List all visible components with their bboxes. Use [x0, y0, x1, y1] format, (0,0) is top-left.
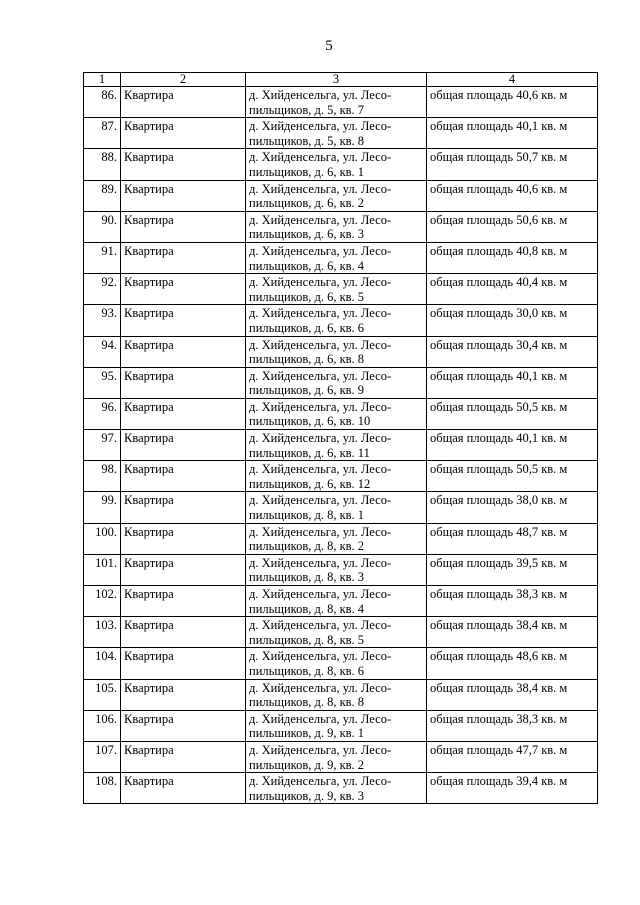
total-area: общая площадь 38,3 кв. м — [430, 587, 568, 601]
address-line-2: пильщиков, д. 6, кв. 11 — [249, 445, 370, 460]
total-area: общая площадь 39,5 кв. м — [430, 555, 568, 570]
table-row — [84, 149, 598, 180]
area-cell — [427, 118, 598, 149]
table-row — [84, 741, 598, 772]
address-line-1: д. Хийденсельга, ул. Лесо- — [249, 181, 392, 196]
property-type-cell — [121, 242, 246, 273]
area-cell — [427, 367, 598, 398]
address-cell — [246, 554, 427, 585]
address-line-2: пильщиков, д. 6, кв. 3 — [249, 227, 365, 242]
area-cell — [427, 741, 598, 772]
total-area: общая площадь 50,5 кв. м — [430, 399, 568, 414]
address-line-2: пильщиков, д. 6, кв. 2 — [249, 196, 365, 211]
total-area: общая площадь 40,8 кв. м — [430, 243, 568, 258]
address-cell — [246, 398, 427, 429]
row-number-cell — [84, 741, 121, 772]
area-cell — [427, 274, 598, 305]
row-number: 104. — [95, 649, 117, 664]
table-row — [84, 554, 598, 585]
address-line-2: пильщиков, д. 8, кв. 8 — [249, 695, 365, 710]
table-row — [84, 367, 598, 398]
address-cell — [246, 367, 427, 398]
address-line-2: пильщиков, д. 8, кв. 5 — [249, 632, 365, 647]
table-row — [84, 274, 598, 305]
address-line-1: д. Хийденсельга, ул. Лесо- — [249, 587, 392, 601]
address-line-1: д. Хийденсельга, ул. Лесо- — [249, 88, 392, 102]
property-type: Квартира — [124, 275, 174, 290]
row-number: 95. — [101, 368, 117, 383]
table-header-row — [84, 73, 598, 87]
total-area: общая площадь 39,4 кв. м — [430, 774, 568, 789]
area-cell — [427, 430, 598, 461]
address-cell — [246, 523, 427, 554]
area-cell — [427, 336, 598, 367]
table-row — [84, 648, 598, 679]
row-number: 97. — [101, 431, 117, 446]
page-number: 5 — [325, 38, 333, 54]
area-cell — [427, 492, 598, 523]
row-number-cell — [84, 118, 121, 149]
row-number: 88. — [101, 150, 117, 165]
address-line-1: д. Хийденсельга, ул. Лесо- — [249, 618, 392, 633]
property-type: Квартира — [124, 150, 174, 165]
property-type: Квартира — [124, 493, 174, 508]
area-cell — [427, 242, 598, 273]
address-line-1: д. Хийденсельга, ул. Лесо- — [249, 711, 392, 726]
area-cell — [427, 149, 598, 180]
total-area: общая площадь 47,7 кв. м — [430, 742, 568, 757]
row-number-cell — [84, 679, 121, 710]
address-line-1: д. Хийденсельга, ул. Лесо- — [249, 680, 392, 695]
property-type-cell — [121, 586, 246, 617]
property-type: Квартира — [124, 181, 174, 196]
property-type-cell — [121, 773, 246, 804]
row-number: 86. — [101, 88, 117, 102]
property-type-cell — [121, 523, 246, 554]
property-type: Квартира — [124, 555, 174, 570]
property-type: Квартира — [124, 243, 174, 258]
row-number-cell — [84, 523, 121, 554]
property-type: Квартира — [124, 774, 174, 789]
row-number: 92. — [101, 275, 117, 290]
property-type: Квартира — [124, 119, 174, 134]
address-line-1: д. Хийденсельга, ул. Лесо- — [249, 555, 392, 570]
total-area: общая площадь 48,6 кв. м — [430, 649, 568, 664]
total-area: общая площадь 38,4 кв. м — [430, 618, 568, 633]
total-area: общая площадь 30,4 кв. м — [430, 337, 568, 352]
address-line-2: пильщиков, д. 6, кв. 10 — [249, 414, 371, 429]
row-number: 105. — [95, 680, 117, 695]
row-number: 99. — [101, 493, 117, 508]
area-cell — [427, 180, 598, 211]
row-number: 106. — [95, 711, 117, 726]
address-line-2: пильщиков, д. 6, кв. 1 — [249, 164, 365, 179]
property-type: Квартира — [124, 306, 174, 321]
property-type-cell — [121, 461, 246, 492]
area-cell — [427, 305, 598, 336]
row-number-cell — [84, 710, 121, 741]
area-cell — [427, 461, 598, 492]
row-number-cell — [84, 461, 121, 492]
property-type-cell — [121, 305, 246, 336]
address-cell — [246, 118, 427, 149]
property-type-cell — [121, 554, 246, 585]
table-row — [84, 617, 598, 648]
address-cell — [246, 617, 427, 648]
table-row — [84, 492, 598, 523]
property-type: Квартира — [124, 212, 174, 227]
property-type-cell — [121, 398, 246, 429]
address-line-1: д. Хийденсельга, ул. Лесо- — [249, 431, 392, 446]
column-header-2: 2 — [121, 73, 246, 87]
column-header-3: 3 — [246, 73, 427, 87]
row-number-cell — [84, 648, 121, 679]
total-area: общая площадь 48,7 кв. м — [430, 524, 568, 539]
address-line-1: д. Хийденсельга, ул. Лесо- — [249, 493, 392, 508]
property-type: Квартира — [124, 711, 174, 726]
address-line-1: д. Хийденсельга, ул. Лесо- — [249, 306, 392, 321]
address-cell — [246, 773, 427, 804]
table-row — [84, 586, 598, 617]
address-line-2: пильщиков, д. 5, кв. 8 — [249, 133, 365, 148]
area-cell — [427, 554, 598, 585]
address-line-2: пильщиков, д. 8, кв. 2 — [249, 539, 365, 554]
area-cell — [427, 773, 598, 804]
property-type-cell — [121, 367, 246, 398]
row-number: 108. — [95, 774, 117, 789]
total-area: общая площадь 50,7 кв. м — [430, 150, 568, 165]
row-number-cell — [84, 586, 121, 617]
row-number-cell — [84, 242, 121, 273]
address-cell — [246, 211, 427, 242]
table-row — [84, 305, 598, 336]
property-type-cell — [121, 648, 246, 679]
property-type-cell — [121, 741, 246, 772]
total-area: общая площадь 40,6 кв. м — [430, 181, 568, 196]
area-cell — [427, 211, 598, 242]
row-number: 98. — [101, 462, 117, 477]
total-area: общая площадь 38,3 кв. м — [430, 711, 568, 726]
row-number: 96. — [101, 399, 117, 414]
table-row — [84, 180, 598, 211]
row-number-cell — [84, 367, 121, 398]
address-line-1: д. Хийденсельга, ул. Лесо- — [249, 742, 392, 757]
table-row — [84, 211, 598, 242]
table-row — [84, 461, 598, 492]
address-cell — [246, 274, 427, 305]
row-number: 103. — [95, 618, 117, 633]
row-number: 87. — [101, 119, 117, 134]
property-type: Квартира — [124, 524, 174, 539]
row-number: 101. — [95, 555, 117, 570]
table-row — [84, 679, 598, 710]
address-cell — [246, 180, 427, 211]
row-number-cell — [84, 305, 121, 336]
table-row — [84, 430, 598, 461]
table-row — [84, 773, 598, 804]
property-type-cell — [121, 710, 246, 741]
property-type-cell — [121, 679, 246, 710]
address-line-1: д. Хийденсельга, ул. Лесо- — [249, 275, 392, 290]
address-cell — [246, 242, 427, 273]
property-type-cell — [121, 118, 246, 149]
total-area: общая площадь 50,5 кв. м — [430, 462, 568, 477]
row-number: 90. — [101, 212, 117, 227]
address-line-1: д. Хийденсельга, ул. Лесо- — [249, 212, 392, 227]
property-type-cell — [121, 430, 246, 461]
table-row — [84, 118, 598, 149]
row-number-cell — [84, 398, 121, 429]
address-line-1: д. Хийденсельга, ул. Лесо- — [249, 462, 392, 477]
address-line-1: д. Хийденсельга, ул. Лесо- — [249, 337, 392, 352]
address-line-1: д. Хийденсельга, ул. Лесо- — [249, 368, 392, 383]
address-line-2: пильщиков, д. 8, кв. 3 — [249, 570, 365, 585]
address-cell — [246, 87, 427, 118]
property-type-cell — [121, 87, 246, 118]
row-number-cell — [84, 554, 121, 585]
address-cell — [246, 461, 427, 492]
property-type-cell — [121, 492, 246, 523]
address-line-2: пильщиков, д. 8, кв. 6 — [249, 663, 365, 678]
table-row — [84, 242, 598, 273]
total-area: общая площадь 40,6 кв. м — [430, 88, 568, 102]
table-row — [84, 87, 598, 118]
property-type: Квартира — [124, 368, 174, 383]
row-number: 100. — [95, 524, 117, 539]
address-line-1: д. Хийденсельга, ул. Лесо- — [249, 524, 392, 539]
address-line-2: пильщиков, д. 8, кв. 1 — [249, 508, 365, 523]
area-cell — [427, 87, 598, 118]
row-number: 89. — [101, 181, 117, 196]
area-cell — [427, 586, 598, 617]
address-line-2: пильщиков, д. 6, кв. 6 — [249, 320, 365, 335]
address-line-2: пильщиков, д. 6, кв. 5 — [249, 289, 365, 304]
row-number-cell — [84, 336, 121, 367]
row-number-cell — [84, 180, 121, 211]
property-table — [83, 72, 598, 804]
column-header-1: 1 — [84, 73, 121, 87]
column-header-4: 4 — [427, 73, 598, 87]
property-type: Квартира — [124, 337, 174, 352]
row-number-cell — [84, 492, 121, 523]
total-area: общая площадь 40,4 кв. м — [430, 275, 568, 290]
address-line-1: д. Хийденсельга, ул. Лесо- — [249, 119, 392, 134]
table-row — [84, 710, 598, 741]
row-number: 91. — [101, 243, 117, 258]
address-cell — [246, 741, 427, 772]
total-area: общая площадь 30,0 кв. м — [430, 306, 568, 321]
row-number-cell — [84, 87, 121, 118]
row-number-cell — [84, 773, 121, 804]
address-cell — [246, 336, 427, 367]
address-cell — [246, 586, 427, 617]
address-line-1: д. Хийденсельга, ул. Лесо- — [249, 649, 392, 664]
address-cell — [246, 149, 427, 180]
property-type: Квартира — [124, 680, 174, 695]
row-number-cell — [84, 274, 121, 305]
property-type-cell — [121, 180, 246, 211]
address-line-2: пильщиков, д. 6, кв. 12 — [249, 476, 371, 491]
address-line-1: д. Хийденсельга, ул. Лесо- — [249, 243, 392, 258]
address-cell — [246, 430, 427, 461]
area-cell — [427, 398, 598, 429]
property-type-cell — [121, 274, 246, 305]
address-line-2: пильшиков, д. 9, кв. 1 — [249, 726, 365, 741]
property-type: Квартира — [124, 618, 174, 633]
address-line-2: пильщиков, д. 6, кв. 9 — [249, 383, 365, 398]
row-number-cell — [84, 430, 121, 461]
table-row — [84, 523, 598, 554]
area-cell — [427, 710, 598, 741]
table-row — [84, 398, 598, 429]
row-number-cell — [84, 149, 121, 180]
address-line-1: д. Хийденсельга, ул. Лесо- — [249, 774, 392, 789]
total-area: общая площадь 40,1 кв. м — [430, 368, 568, 383]
total-area: общая площадь 40,1 кв. м — [430, 431, 568, 446]
address-line-2: пильщиков, д. 5, кв. 7 — [249, 102, 365, 117]
property-type: Квартира — [124, 649, 174, 664]
property-type: Квартира — [124, 587, 174, 601]
property-type: Квартира — [124, 399, 174, 414]
address-cell — [246, 492, 427, 523]
area-cell — [427, 617, 598, 648]
area-cell — [427, 523, 598, 554]
area-cell — [427, 648, 598, 679]
row-number: 102. — [95, 587, 117, 601]
address-line-2: пильщиков, д. 6, кв. 4 — [249, 258, 365, 273]
property-type: Квартира — [124, 742, 174, 757]
address-cell — [246, 710, 427, 741]
total-area: общая площадь 40,1 кв. м — [430, 119, 568, 134]
property-type-cell — [121, 336, 246, 367]
address-cell — [246, 648, 427, 679]
row-number-cell — [84, 617, 121, 648]
address-line-2: пильщиков, д. 6, кв. 8 — [249, 352, 365, 367]
row-number: 93. — [101, 306, 117, 321]
area-cell — [427, 679, 598, 710]
property-type-cell — [121, 211, 246, 242]
total-area: общая площадь 50,6 кв. м — [430, 212, 568, 227]
address-line-2: пильщиков, д. 8, кв. 4 — [249, 601, 365, 616]
total-area: общая площадь 38,4 кв. м — [430, 680, 568, 695]
row-number: 94. — [101, 337, 117, 352]
address-line-2: пильщиков, д. 9, кв. 2 — [249, 757, 365, 772]
property-type: Квартира — [124, 88, 174, 102]
property-type-cell — [121, 617, 246, 648]
total-area: общая площадь 38,0 кв. м — [430, 493, 568, 508]
property-type: Квартира — [124, 462, 174, 477]
property-type-cell — [121, 149, 246, 180]
address-cell — [246, 679, 427, 710]
address-line-1: д. Хийденсельга, ул. Лесо- — [249, 150, 392, 165]
address-line-2: пильщиков, д. 9, кв. 3 — [249, 788, 365, 803]
row-number-cell — [84, 211, 121, 242]
address-line-1: д. Хийденсельга, ул. Лесо- — [249, 399, 392, 414]
row-number: 107. — [95, 742, 117, 757]
address-cell — [246, 305, 427, 336]
property-type: Квартира — [124, 431, 174, 446]
table-row — [84, 336, 598, 367]
